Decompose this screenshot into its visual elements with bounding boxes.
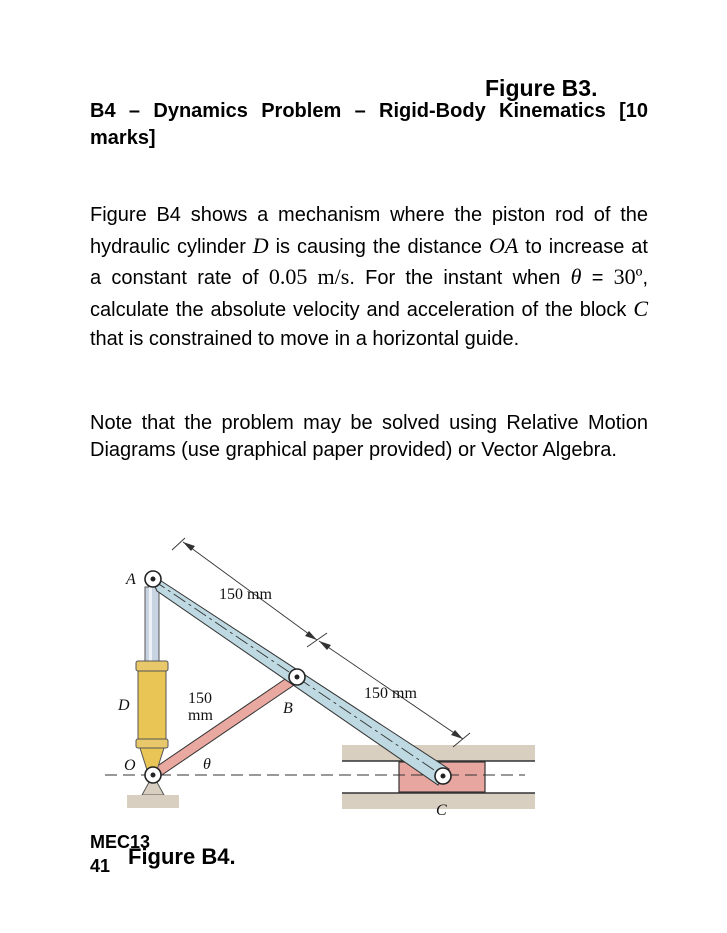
text-run: . For the instant when [349, 267, 571, 289]
symbol-c: C [633, 295, 648, 321]
cylinder-collar [136, 739, 168, 748]
text-run: is causing the distance [268, 235, 489, 258]
pin-o-center [151, 773, 156, 778]
previous-figure-caption: Figure B3. [485, 75, 598, 101]
text-run: , calculate the absolute velocity and acceleration of the block [90, 267, 649, 321]
symbol-theta: θ [570, 264, 582, 289]
pin-c-center [441, 774, 446, 779]
mechanism-diagram [95, 527, 545, 827]
rate-value: 0.05 m/s [268, 264, 350, 289]
label-c: C [436, 802, 447, 819]
link-ob [150, 673, 300, 779]
label-o: O [124, 757, 136, 774]
cylinder-cap [136, 661, 168, 671]
text-run: Figure B4 shows a mechanism where the piston rod of the hydraulic cylinder [90, 204, 648, 258]
dimension-ob-value: 150 [188, 690, 212, 707]
label-theta: θ [203, 756, 211, 773]
pin-b-center [295, 675, 300, 680]
upper-guide-rail [342, 745, 535, 761]
label-a: A [126, 571, 136, 588]
dimension-ab-label: 150 mm [219, 586, 272, 603]
solution-note: Note that the problem may be solved using Relative Motion Diagrams (use graphical paper provided) or Vector Algebra. [90, 412, 648, 461]
pin-a-center [151, 577, 156, 582]
ground-block [127, 795, 179, 808]
arrowhead [451, 730, 463, 739]
text-run: that is constrained to move in a horizontal guide. [90, 328, 520, 350]
text-run: = [581, 267, 614, 289]
angle-value: 30º [613, 264, 643, 289]
extension-line [172, 538, 185, 550]
label-d: D [118, 697, 130, 714]
symbol-oa: OA [488, 232, 519, 258]
dimension-bc-label: 150 mm [364, 685, 417, 702]
problem-heading: B4 – Dynamics Problem – Rigid-Body Kinematics [10 marks] [90, 100, 648, 149]
figure-caption: Figure B4. [128, 844, 236, 869]
symbol-d: D [252, 232, 269, 258]
label-b: B [283, 700, 293, 717]
mechanism-figure [95, 527, 545, 827]
cylinder-body [138, 671, 166, 743]
arrowhead [319, 641, 331, 650]
dimension-ob-unit: mm [188, 707, 213, 724]
problem-statement [90, 201, 648, 355]
course-code: MEC1341 [90, 832, 151, 876]
piston-rod-highlight [149, 587, 152, 669]
text-run: to increase at a constant rate of [90, 235, 648, 289]
